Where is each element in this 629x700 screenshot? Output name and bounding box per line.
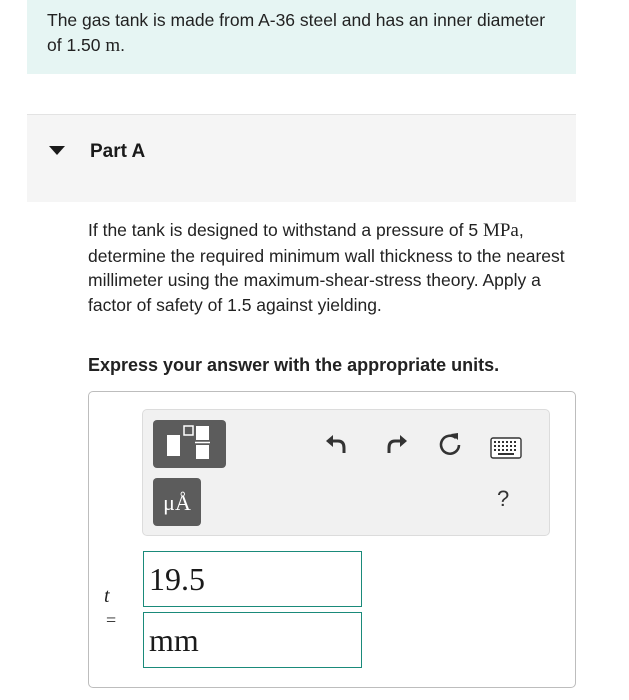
answer-instruction: Express your answer with the appropriate units. <box>88 355 500 375</box>
answer-unit-field[interactable]: mm <box>143 612 362 668</box>
question-text-start: If the tank is designed to withstand a pressure of 5 <box>88 220 483 240</box>
undo-icon[interactable] <box>323 430 349 456</box>
question-text-end: , determine the required minimum wall thickness to the nearest millimeter using the maximum-shear-stress theory. Apply a factor of safety of 1.5 against yielding. <box>88 220 565 315</box>
problem-statement <box>27 0 576 74</box>
templates-icon <box>153 420 226 468</box>
part-a-header[interactable] <box>27 114 576 202</box>
units-button[interactable] <box>153 478 201 526</box>
units-button-label: μÅ <box>163 490 191 515</box>
question-text <box>88 218 578 317</box>
reset-icon[interactable] <box>435 429 465 459</box>
equals-sign: = <box>106 610 117 630</box>
intro-text: The gas tank is made from A-36 steel and has an inner diameter of 1.50 <box>47 10 546 55</box>
question-unit: MPa <box>482 220 519 241</box>
help-button[interactable]: ? <box>497 486 510 511</box>
part-title: Part A <box>90 141 146 162</box>
intro-text-end: . <box>120 35 126 55</box>
answer-value-field[interactable]: 19.5 <box>143 551 362 607</box>
keyboard-icon[interactable] <box>490 437 522 459</box>
answer-variable: t <box>104 585 110 607</box>
collapse-caret-icon[interactable] <box>49 146 65 155</box>
redo-icon[interactable] <box>384 430 410 456</box>
intro-unit: m <box>105 35 121 56</box>
templates-button[interactable] <box>153 420 226 468</box>
